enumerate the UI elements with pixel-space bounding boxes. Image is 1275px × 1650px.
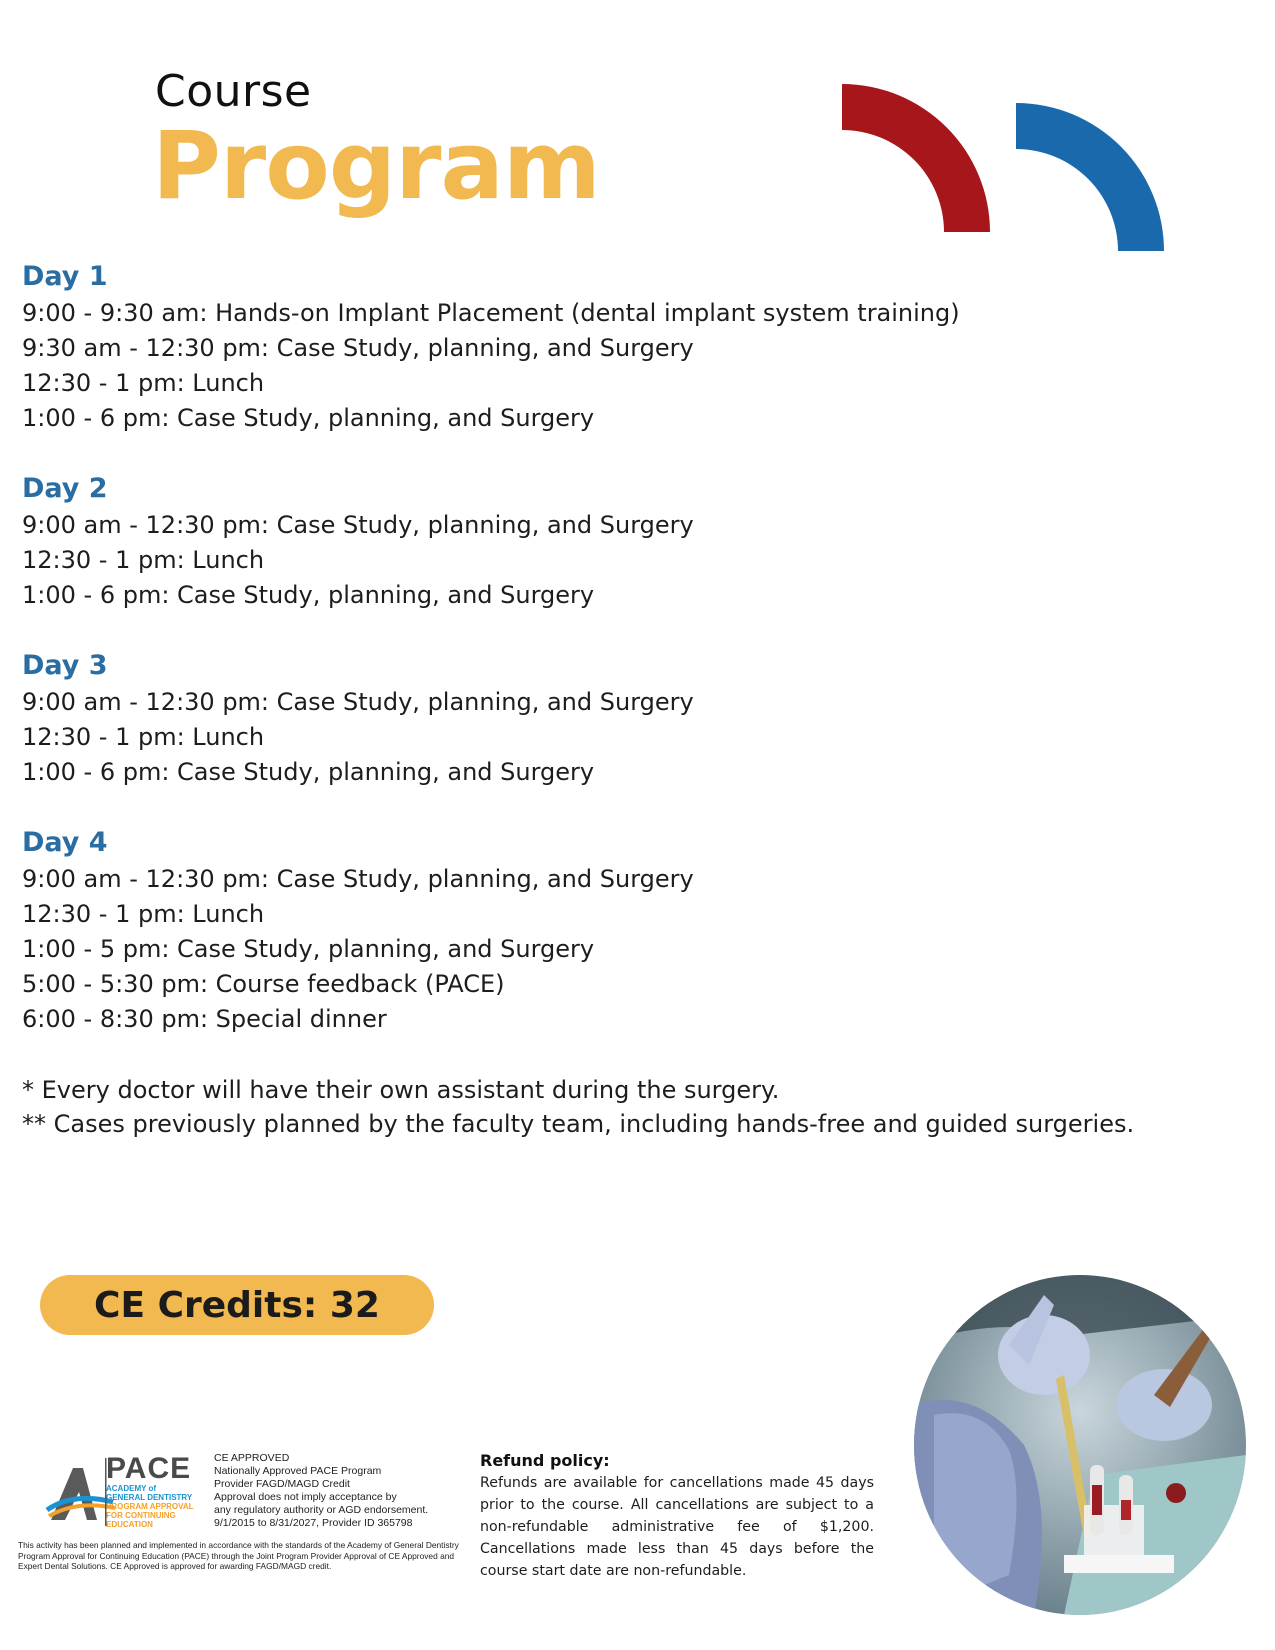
day-title: Day 2 — [22, 473, 108, 504]
pace-logo-text — [106, 1454, 226, 1529]
schedule-item: 5:00 - 5:30 pm: Course feedback (PACE) — [22, 970, 505, 998]
pace-fine-print: This activity has been planned and implemented in accordance with the standards of the Academy of General Dentistry Program Approval for Continuing Education (PACE) through the Joint Program Provider Approval of CE Approved and Expert Dental Solutions. CE Approved is approved for awarding FAGD/MAGD credit. — [18, 1540, 459, 1571]
pace-logo-line: PROGRAM APPROVAL — [106, 1502, 194, 1511]
schedule-item: 1:00 - 6 pm: Case Study, planning, and Surgery — [22, 581, 595, 609]
pace-text-line: Approval does not imply acceptance by — [214, 1491, 397, 1503]
schedule — [22, 260, 1242, 1141]
pace-text-line: Provider FAGD/MAGD Credit — [214, 1478, 350, 1490]
pace-logo-line: GENERAL DENTISTRY — [106, 1493, 193, 1502]
schedule-item: 12:30 - 1 pm: Lunch — [22, 900, 265, 928]
schedule-item: 6:00 - 8:30 pm: Special dinner — [22, 1005, 387, 1033]
note-cases: ** Cases previously planned by the faculty team, including hands-free and guided surgeries. — [22, 1110, 1135, 1138]
title-program: Program — [152, 112, 600, 221]
day-title: Day 4 — [22, 827, 108, 858]
note-assistant: * Every doctor will have their own assistant during the surgery. — [22, 1076, 780, 1104]
day-1-section — [22, 260, 1242, 436]
pace-logo-word: PACE — [106, 1452, 192, 1485]
schedule-item: 9:00 am - 12:30 pm: Case Study, planning, and Surgery — [22, 688, 694, 716]
day-title: Day 3 — [22, 650, 108, 681]
day-3-section — [22, 649, 1242, 790]
schedule-item: 1:00 - 6 pm: Case Study, planning, and Surgery — [22, 404, 595, 432]
pace-logo-line: ACADEMY of — [106, 1484, 157, 1493]
day-2-section — [22, 472, 1242, 613]
day-title: Day 1 — [22, 261, 108, 292]
pace-text-line: any regulatory authority or AGD endorsement. — [214, 1504, 429, 1516]
schedule-item: 12:30 - 1 pm: Lunch — [22, 546, 265, 574]
pace-text-line: 9/1/2015 to 8/31/2027, Provider ID 365798 — [214, 1517, 413, 1529]
red-arc-decoration — [842, 84, 990, 232]
pace-logo-line: FOR CONTINUING — [106, 1511, 176, 1520]
lab-photo — [914, 1275, 1246, 1615]
refund-policy-body: Refunds are available for cancellations made 45 days prior to the course. All cancellations are subject to a non-refundable administrative fee of $1,200. Cancellations made less than 45 days before the course start date are non-refundable. — [480, 1475, 874, 1579]
schedule-item: 9:00 am - 12:30 pm: Case Study, planning, and Surgery — [22, 511, 694, 539]
schedule-item: 9:30 am - 12:30 pm: Case Study, planning, and Surgery — [22, 334, 694, 362]
schedule-item: 9:00 - 9:30 am: Hands-on Implant Placement (dental implant system training) — [22, 299, 960, 327]
pace-logo-line: EDUCATION — [106, 1520, 153, 1529]
schedule-item: 12:30 - 1 pm: Lunch — [22, 723, 265, 751]
day-4-section — [22, 826, 1242, 1037]
schedule-item: 12:30 - 1 pm: Lunch — [22, 369, 265, 397]
blue-arc-decoration — [1016, 103, 1164, 251]
refund-policy — [480, 1450, 874, 1582]
pace-text-line: CE APPROVED — [214, 1452, 290, 1464]
schedule-notes — [22, 1073, 1242, 1141]
schedule-item: 1:00 - 5 pm: Case Study, planning, and Surgery — [22, 935, 595, 963]
schedule-item: 9:00 am - 12:30 pm: Case Study, planning, and Surgery — [22, 865, 694, 893]
schedule-item: 1:00 - 6 pm: Case Study, planning, and Surgery — [22, 758, 595, 786]
title-course: Course — [155, 66, 312, 117]
ce-credits-badge: CE Credits: 32 — [40, 1275, 434, 1335]
pace-approval-text — [214, 1452, 454, 1530]
refund-policy-title: Refund policy: — [480, 1451, 610, 1470]
pace-text-line: Nationally Approved PACE Program — [214, 1465, 382, 1477]
